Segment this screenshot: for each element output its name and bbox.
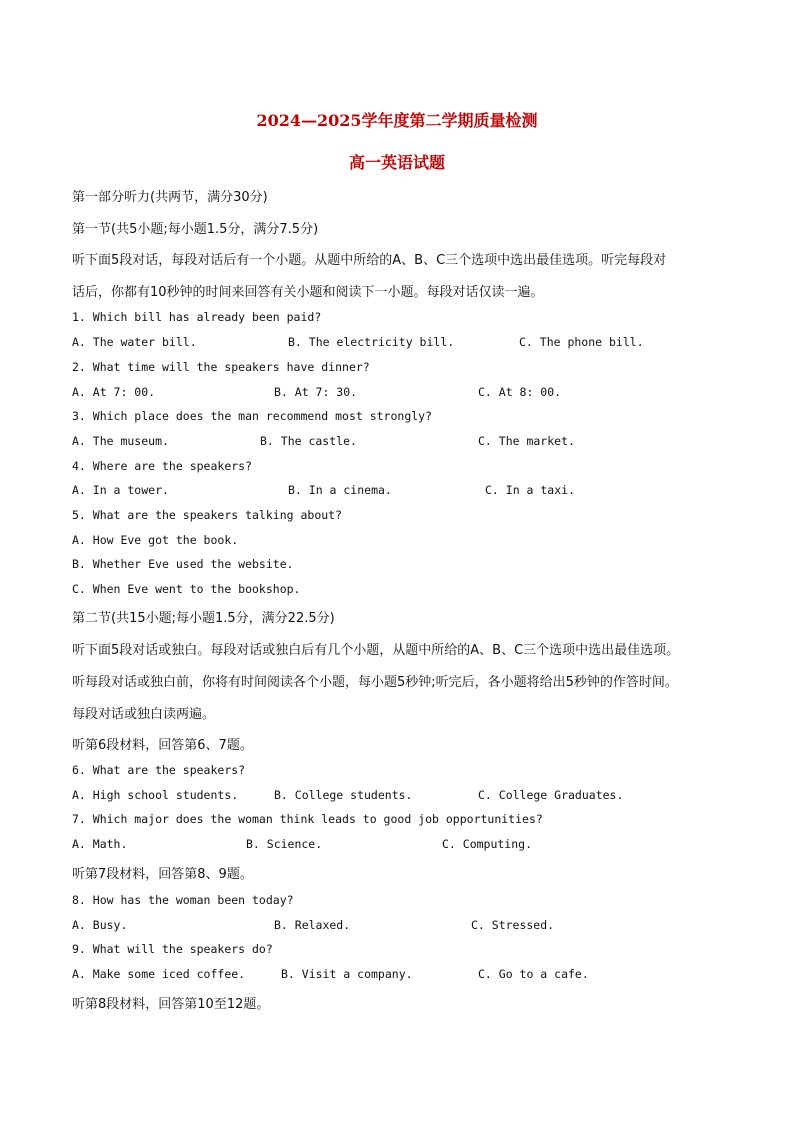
option-b: B. In a cinema. xyxy=(288,483,392,497)
material-intro: 听第7段材料，回答第8、9题。 xyxy=(72,867,253,882)
option-b: B. Relaxed. xyxy=(274,918,351,932)
option-b: B. Whether Eve used the website. xyxy=(72,557,294,571)
exam-subtitle: 高一英语试题 xyxy=(348,153,445,172)
option-c: C. Stressed. xyxy=(471,918,555,932)
option-c: C. Computing. xyxy=(442,837,533,851)
section2-heading: 第二节(共15小题;每小题1.5分，满分22.5分) xyxy=(72,611,335,626)
option-c: C. The market. xyxy=(478,434,575,448)
section1-instruction-line: 话后，你都有10秒钟的时间来回答有关小题和阅读下一小题。每段对话仅读一遍。 xyxy=(72,285,544,300)
option-a: A. The water bill. xyxy=(72,335,197,349)
question-text: 7. Which major does the woman think leads to good job opportunities? xyxy=(72,812,543,826)
section2-instruction-line: 听每段对话或独白前，你将有时间阅读各个小题，每小题5秒钟;听完后，各小题将给出5秒钟的作答时间。 xyxy=(72,675,678,690)
question-text: 5. What are the speakers talking about? xyxy=(72,508,343,522)
question-text: 4. Where are the speakers? xyxy=(72,459,253,473)
question-text: 1. Which bill has already been paid? xyxy=(72,310,322,324)
option-a: A. Busy. xyxy=(72,918,128,932)
option-b: B. At 7: 30. xyxy=(274,385,358,399)
option-a: A. How Eve got the book. xyxy=(72,533,239,547)
exam-title: 2024—2025学年度第二学期质量检测 xyxy=(256,111,538,130)
question-text: 3. Which place does the man recommend most strongly? xyxy=(72,409,433,423)
option-c: C. The phone bill. xyxy=(519,335,644,349)
option-a: A. Make some iced coffee. xyxy=(72,967,246,981)
section2-instruction-line: 每段对话或独白读两遍。 xyxy=(72,707,216,722)
material-intro: 听第8段材料，回答第10至12题。 xyxy=(72,997,270,1012)
section2-instruction-line: 听下面5段对话或独白。每段对话或独白后有几个小题，从题中所给的A、B、C三个选项中选出最佳选项。 xyxy=(72,643,680,658)
part1-heading: 第一部分听力(共两节，满分30分) xyxy=(72,190,268,205)
option-a: A. In a tower. xyxy=(72,483,169,497)
material-intro: 听第6段材料，回答第6、7题。 xyxy=(72,738,253,753)
option-b: B. The electricity bill. xyxy=(288,335,455,349)
option-a: A. The museum. xyxy=(72,434,169,448)
option-c: C. Go to a cafe. xyxy=(478,967,589,981)
question-text: 9. What will the speakers do? xyxy=(72,942,273,956)
question-text: 6. What are the speakers? xyxy=(72,763,246,777)
option-a: A. High school students. xyxy=(72,788,239,802)
section1-heading: 第一节(共5小题;每小题1.5分，满分7.5分) xyxy=(72,222,319,237)
option-b: B. College students. xyxy=(274,788,413,802)
question-text: 8. How has the woman been today? xyxy=(72,893,294,907)
option-a: A. Math. xyxy=(72,837,128,851)
option-b: B. Visit a company. xyxy=(281,967,413,981)
option-c: C. At 8: 00. xyxy=(478,385,562,399)
section1-instruction-line: 听下面5段对话，每段对话后有一个小题。从题中所给的A、B、C三个选项中选出最佳选项。听完每段对 xyxy=(72,253,667,268)
option-c: C. When Eve went to the bookshop. xyxy=(72,582,301,596)
option-c: C. In a taxi. xyxy=(485,483,576,497)
option-b: B. The castle. xyxy=(260,434,357,448)
question-text: 2. What time will the speakers have dinner? xyxy=(72,360,370,374)
option-a: A. At 7: 00. xyxy=(72,385,156,399)
option-b: B. Science. xyxy=(246,837,323,851)
option-c: C. College Graduates. xyxy=(478,788,624,802)
